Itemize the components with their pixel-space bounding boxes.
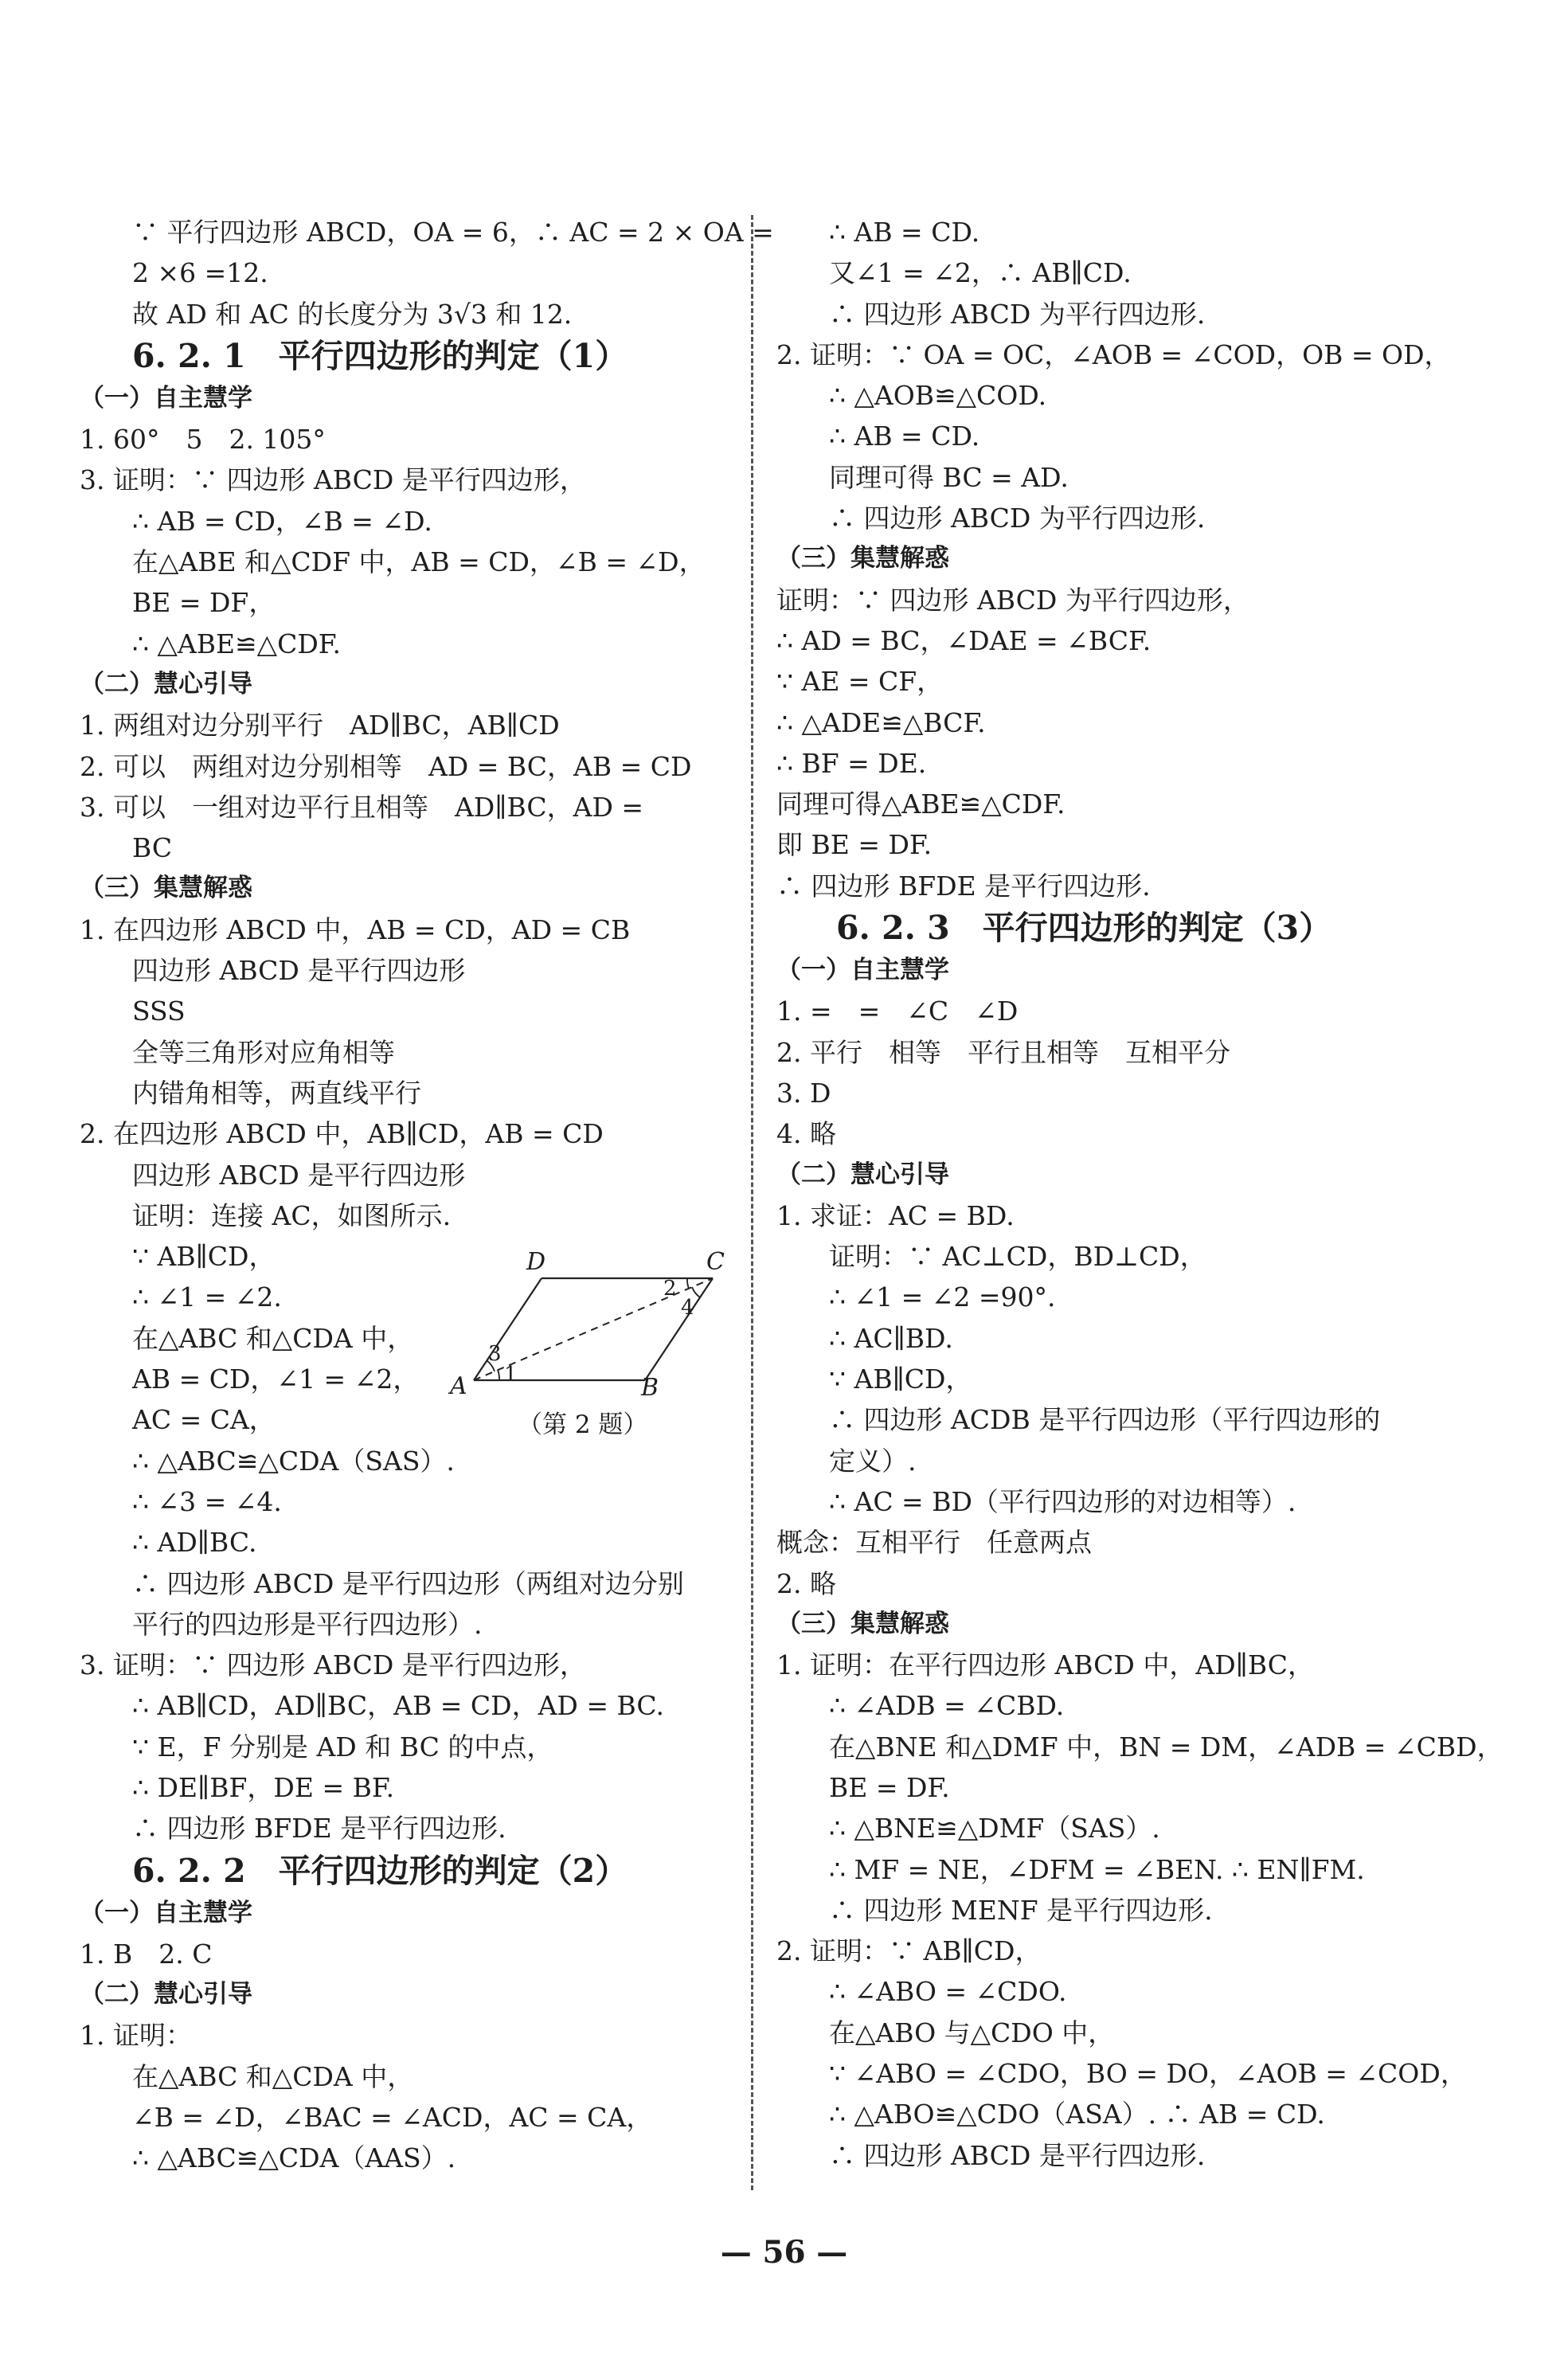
answer-line-indented: ∠B = ∠D，∠BAC = ∠ACD，AC = CA，: [132, 2102, 653, 2134]
answer-line-indented: ∵ AB∥CD，: [132, 1241, 276, 1273]
answer-line-indented: ∴ △ABC≌△CDA（AAS）.: [132, 2142, 456, 2174]
answer-line: 概念：互相平行 任意两点: [776, 1527, 1092, 1559]
answer-line-indented: ∴ AB = CD.: [829, 217, 980, 248]
answer-line: 1. 证明：在平行四边形 ABCD 中，AD∥BC，: [776, 1649, 1315, 1681]
section-heading: 6. 2. 1 平行四边形的判定（1）: [132, 336, 628, 375]
column-divider: [751, 215, 753, 2190]
answer-line-indented: ∴ △BNE≌△DMF（SAS）.: [829, 1813, 1160, 1845]
answer-line-indented: 在△ABE 和△CDF 中，AB = CD，∠B = ∠D，: [132, 546, 706, 578]
answer-line-indented: ∴ 四边形 ACDB 是平行四边形（平行四边形的: [829, 1404, 1381, 1436]
answer-line-indented: ∴ AB = CD，∠B = ∠D.: [132, 505, 432, 537]
answer-line: 1. 60° 5 2. 105°: [80, 424, 326, 456]
parallelogram-diagram: [450, 1246, 737, 1406]
subsection-heading: （一）自主慧学: [80, 1898, 252, 1927]
answer-line: ∴ AD = BC，∠DAE = ∠BCF.: [776, 624, 1152, 656]
subsection-heading: （三）集慧解惑: [80, 874, 252, 903]
answer-line-indented: ∴ △ABC≌△CDA（SAS）.: [132, 1445, 455, 1477]
answer-line: 2. 证明：∵ OA = OC，∠AOB = ∠COD，OB = OD，: [776, 338, 1451, 370]
answer-line: 即 BE = DF.: [776, 829, 933, 861]
answer-line-indented: AC = CA，: [132, 1404, 276, 1436]
answer-line-indented: 平行的四边形是平行四边形）.: [132, 1608, 483, 1640]
page-number: — 56 —: [720, 2234, 848, 2271]
answer-line-indented: AB = CD，∠1 = ∠2，: [132, 1363, 420, 1395]
answer-line-indented: ∴ AC = BD（平行四边形的对边相等）.: [829, 1485, 1296, 1517]
answer-line: ∴ 四边形 BFDE 是平行四边形.: [776, 870, 1151, 902]
section-heading: 6. 2. 3 平行四边形的判定（3）: [836, 909, 1332, 948]
answer-line-indented: 定义）.: [829, 1445, 917, 1477]
answer-line: 1. 在四边形 ABCD 中，AB = CD，AD = CB: [80, 914, 631, 945]
answer-line-indented: ∴ △ABE≌△CDF.: [132, 628, 342, 659]
answer-line: 3. 证明：∵ 四边形 ABCD 是平行四边形，: [80, 464, 586, 496]
answer-line-indented: 全等三角形对应角相等: [132, 1036, 395, 1068]
vertex-label-d: D: [526, 1248, 546, 1276]
answer-line-indented: ∴ △AOB≌△COD.: [829, 380, 1047, 412]
answer-line: 2. 证明：∵ AB∥CD，: [776, 1935, 1042, 1967]
answer-line-indented: ∵ E，F 分别是 AD 和 BC 的中点，: [132, 1731, 553, 1763]
answer-line-indented: 四边形 ABCD 是平行四边形: [132, 1159, 466, 1191]
vertex-label-b: B: [641, 1374, 659, 1402]
answer-line-indented: 又∠1 = ∠2，∴ AB∥CD.: [829, 257, 1132, 289]
answer-line-indented: 在△ABO 与△CDO 中，: [829, 2017, 1115, 2048]
answer-line-indented: 同理可得 BC = AD.: [829, 461, 1069, 493]
answer-line-indented: ∴ DE∥BF，DE = BF.: [132, 1771, 395, 1803]
answer-line-indented: ∴ 四边形 ABCD 是平行四边形.: [829, 2139, 1206, 2171]
answer-line-indented: ∴ 四边形 ABCD 为平行四边形.: [829, 298, 1206, 330]
answer-line: 1. 两组对边分别平行 AD∥BC，AB∥CD: [80, 710, 560, 741]
answer-line: 1. 求证：AC = BD.: [776, 1199, 1015, 1231]
left-column: [80, 212, 774, 2179]
answer-line-indented: ∴ 四边形 MENF 是平行四边形.: [829, 1894, 1213, 1926]
vertex-label-c: C: [706, 1248, 725, 1276]
answer-line: 证明：∵ 四边形 ABCD 为平行四边形，: [776, 584, 1249, 616]
answer-line-indented: ∴ AB∥CD，AD∥BC，AB = CD，AD = BC.: [132, 1690, 664, 1722]
answer-line: 2. 在四边形 ABCD 中，AB∥CD，AB = CD: [80, 1118, 604, 1150]
section-heading: 6. 2. 2 平行四边形的判定（2）: [132, 1851, 628, 1890]
answer-line-indented: 四边形 ABCD 是平行四边形: [132, 955, 466, 987]
answer-line: 同理可得△ABE≌△CDF.: [776, 788, 1066, 820]
answer-line-indented: 在△BNE 和△DMF 中，BN = DM，∠ADB = ∠CBD，: [829, 1731, 1503, 1763]
answer-line: ∴ △ADE≌△BCF.: [776, 706, 986, 738]
answer-line-indented: ∴ ∠ADB = ∠CBD.: [829, 1690, 1065, 1722]
answer-line-indented: 在△ABC 和△CDA 中，: [132, 2060, 414, 2092]
answer-line-indented: ∵ ∠ABO = ∠CDO，BO = DO，∠AOB = ∠COD，: [829, 2058, 1467, 2090]
answer-line-indented: SSS: [132, 996, 186, 1027]
answer-line-indented: ∴ AD∥BC.: [132, 1527, 257, 1559]
answer-line-indented: 证明：∵ AC⊥CD，BD⊥CD，: [829, 1241, 1206, 1273]
subsection-heading: （二）慧心引导: [80, 1980, 252, 2009]
right-column: [776, 212, 1503, 2176]
angle-label-1: 1: [504, 1363, 518, 1387]
answer-line-indented: ∴ ∠1 = ∠2.: [132, 1281, 282, 1313]
answer-line: ∵ AE = CF，: [776, 666, 944, 698]
answer-line-indented: ∴ AB = CD.: [829, 421, 980, 452]
answer-line-indented: ∵ 平行四边形 ABCD，OA = 6，∴ AC = 2 × OA =: [132, 217, 774, 248]
answer-line-indented: ∴ ∠1 = ∠2 =90°.: [829, 1281, 1056, 1313]
answer-line-indented: ∴ 四边形 BFDE 是平行四边形.: [132, 1813, 506, 1845]
answer-line: 2. 略: [776, 1567, 836, 1599]
answer-line-indented: ∴ MF = NE，∠DFM = ∠BEN. ∴ EN∥FM.: [829, 1853, 1365, 1885]
answer-line: 1. 证明：: [80, 2020, 192, 2052]
answer-line-indented: ∵ AB∥CD，: [829, 1363, 972, 1395]
figure-caption: （第 2 题）: [518, 1410, 648, 1439]
answer-line-indented: ∴ 四边形 ABCD 为平行四边形.: [829, 503, 1206, 534]
answer-line: 4. 略: [776, 1118, 836, 1150]
angle-label-4: 4: [681, 1296, 694, 1320]
answer-line-indented: ∴ ∠ABO = ∠CDO.: [829, 1976, 1067, 2008]
answer-line: 1. = = ∠C ∠D: [776, 996, 1019, 1027]
subsection-heading: （二）慧心引导: [776, 1160, 949, 1189]
answer-line-indented: ∴ ∠3 = ∠4.: [132, 1485, 282, 1517]
angle-arc-2: [687, 1278, 689, 1289]
parallelogram-figure: [450, 1246, 737, 1461]
answer-line-indented: 故 AD 和 AC 的长度分为 3√3 和 12.: [132, 298, 573, 330]
answer-line: 3. D: [776, 1077, 831, 1109]
answer-line-indented: ∴ AC∥BD.: [829, 1322, 953, 1354]
answer-line: 2. 可以 两组对边分别相等 AD = BC，AB = CD: [80, 750, 692, 782]
answer-line-indented: ∴ 四边形 ABCD 是平行四边形（两组对边分别: [132, 1567, 684, 1599]
answer-line: 3. 证明：∵ 四边形 ABCD 是平行四边形，: [80, 1649, 586, 1681]
answer-line: 1. B 2. C: [80, 1938, 213, 1970]
answer-line-indented: ∴ △ABO≌△CDO（ASA）. ∴ AB = CD.: [829, 2099, 1325, 2130]
answer-line-indented: BC: [132, 832, 173, 864]
subsection-heading: （二）慧心引导: [80, 669, 252, 698]
angle-label-3: 3: [488, 1342, 502, 1366]
answer-line-indented: 证明：连接 AC，如图所示.: [132, 1199, 452, 1231]
answer-line-indented: BE = DF，: [132, 587, 276, 619]
answer-line-indented: 内错角相等，两直线平行: [132, 1077, 421, 1109]
answer-line: ∴ BF = DE.: [776, 747, 927, 779]
answer-line-indented: BE = DF.: [829, 1771, 950, 1803]
answer-line-indented: 在△ABC 和△CDA 中，: [132, 1322, 414, 1354]
answer-line-indented: 2 ×6 =12.: [132, 257, 268, 289]
vertex-label-a: A: [450, 1372, 467, 1400]
subsection-heading: （三）集慧解惑: [776, 1609, 949, 1638]
angle-arc-1: [498, 1370, 499, 1380]
subsection-heading: （三）集慧解惑: [776, 544, 949, 573]
angle-label-2: 2: [663, 1277, 677, 1301]
answer-line: 2. 平行 相等 平行且相等 互相平分: [776, 1036, 1230, 1068]
subsection-heading: （一）自主慧学: [776, 956, 949, 985]
subsection-heading: （一）自主慧学: [80, 383, 252, 413]
answer-line: 3. 可以 一组对边平行且相等 AD∥BC，AD =: [80, 791, 644, 823]
